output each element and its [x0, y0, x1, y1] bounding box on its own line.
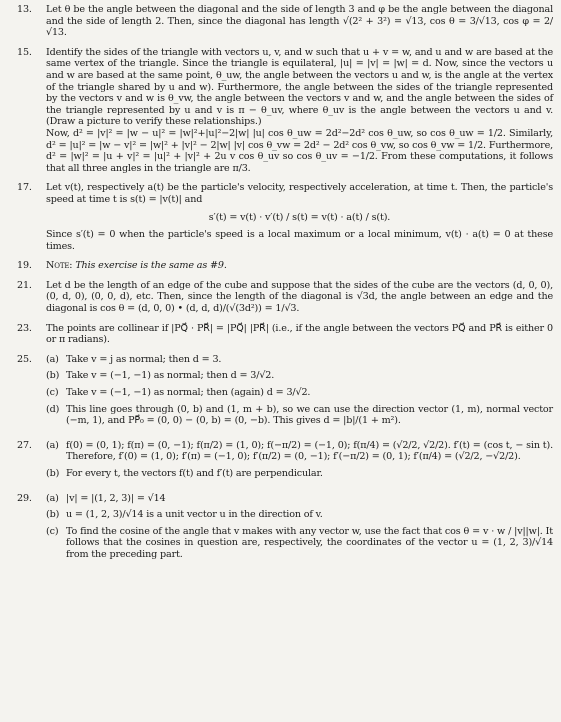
problem-text-continued: Now, d² = |v|² = |w − u|² = |w|²+|u|²−2|w| |u| cos θ_uw = 2d²−2d² cos θ_uw, so cos θ_uw = 1/2. Similarly, d² = |u|² = |w − v|² = |w|² + |v|² − 2|w| |v| cos θ_vw = 2d² − 2d² cos θ_vw, so cos θ_vw = 1/2. Furthermore, d² = |w|² = |u + v|² = |u|² + |v|² + 2u v cos θ_uv so cos θ_uv = −1/2. From these computations, it follows that all three angles in the triangle are π/3.	[46, 127, 553, 174]
subpart-a	[46, 493, 553, 505]
problem-number: 21.	[17, 279, 32, 291]
problem-number: 27.	[17, 439, 32, 451]
problem-25	[17, 354, 553, 432]
problem-23	[17, 323, 553, 346]
subpart-a	[46, 440, 553, 463]
problem-number: 17.	[17, 182, 32, 194]
problem-text: Identify the sides of the triangle with vectors u, v, and w such that u + v = w, and u and w are based at the same vertex of the triangle. Since the triangle is equilateral, |u| = |v| = |w| = d. Now, since the vectors u and w are based at the same point, θ_uw, the angle between the vectors u and w, is the angle at the vertex of the triangle shared by u and w). Furthermore, the angle between the sides of the triangle represented by the vectors v and w is θ_vw, the angle between the vectors v and w, and the angle between the sides of the triangle represented by u and v is π − θ_uv, where θ_uv is the angle between the vectors u and v. (Draw a picture to verify these relationships.)	[46, 46, 553, 128]
subpart-label: (c)	[46, 387, 59, 399]
problem-text: Let d be the length of an edge of the cube and suppose that the sides of the cube are the vectors (d, 0, 0), (0, d, 0), (0, 0, d), etc. Then, since the length of the diagonal is √3d, the angle between an edge and the diagonal is cos θ = (d, 0, 0) • (d, d, d)/(√(3d²)) = 1/√3.	[46, 279, 553, 315]
problem-text: The points are collinear if |PQ⃗ · PR⃗| = |PQ⃗| |PR⃗| (i.e., if the angle between the vectors PQ⃗ and PR⃗ is either 0 or π radians).	[46, 322, 553, 346]
problem-13	[17, 4, 553, 39]
subpart-text: u = (1, 2, 3)/√14 is a unit vector u in the direction of v.	[66, 509, 323, 521]
problem-number: 13.	[17, 4, 32, 15]
subpart-c	[46, 526, 553, 561]
subpart-text: Take v = (−1, −1) as normal; then d = 3/√2.	[66, 370, 275, 382]
problem-text: Let v(t), respectively a(t) be the particle's velocity, respectively acceleration, at time t. Then, the particle's speed at time t is s(t) = |v(t)| and	[46, 182, 553, 205]
problem-number: 19.	[17, 260, 32, 272]
subpart-text: |v| = |(1, 2, 3)| = √14	[66, 492, 166, 504]
problem-number: 15.	[17, 46, 32, 58]
subpart-label: (c)	[46, 525, 59, 537]
subpart-text: f(0) = (0, 1); f(π) = (0, −1); f(π/2) = (1, 0); f(−π/2) = (−1, 0); f(π/4) = (√2/2, √2/2). f′(t) = (cos t, − sin t). Therefore, f′(0) = (1, 0); f′(π) = (−1, 0); f′(π/2) = (0, −1); f′(−π/2) = (0, 1); f′(π/4) = (√2/2, −√2/2).	[66, 439, 553, 463]
problem-text: Let θ be the angle between the diagonal and the side of length 3 and φ be the angle between the diagonal and the side of length 2. Then, since the diagonal has length √(2² + 3²) = √13, cos θ = 3/√13, cos φ = 2/√13.	[46, 4, 553, 39]
subpart-label: (a)	[46, 439, 59, 451]
subpart-text: This line goes through (0, b) and (1, m + b), so we can use the direction vector (1, m), normal vector (−m, 1), and PP⃗₀ = (0, 0) − (0, b) = (0, −b). This gives d = |b|/(1 + m²).	[66, 403, 553, 427]
subpart-c	[46, 387, 553, 399]
subpart-d	[46, 404, 553, 427]
problem-21	[17, 280, 553, 315]
problem-number: 25.	[17, 353, 32, 365]
problem-15	[17, 47, 553, 175]
display-formula: s′(t) = v(t) · v′(t) / s(t) = v(t) · a(t) / s(t).	[208, 211, 391, 223]
subpart-label: (d)	[46, 403, 60, 415]
problem-text-continued: Since s′(t) = 0 when the particle's speed is a local maximum or a local minimum, v(t) · a(t) = 0 at these times.	[46, 229, 553, 252]
subpart-label: (a)	[46, 492, 59, 504]
subpart-text: To find the cosine of the angle that v makes with any vector w, use the fact that cos θ = v · w / |v||w|. It follows that the cosines in question are, respectively, the coordinates of the vector u = (1, 2, 3)/√14 from the preceding part.	[66, 525, 553, 560]
subpart-text: For every t, the vectors f(t) and f′(t) are perpendicular.	[66, 468, 323, 479]
subpart-label: (b)	[46, 509, 60, 521]
subpart-text: Take v = j as normal; then d = 3.	[66, 353, 222, 365]
problem-17	[17, 182, 553, 252]
problem-27	[17, 440, 553, 485]
subpart-b	[46, 468, 553, 480]
subpart-b	[46, 370, 553, 382]
subpart-text: Take v = (−1, −1) as normal; then (again) d = 3/√2.	[66, 387, 311, 399]
problem-19	[17, 260, 553, 272]
subpart-label: (a)	[46, 353, 59, 365]
note-text: This exercise is the same as #9.	[75, 260, 227, 272]
problem-number: 29.	[17, 492, 32, 504]
subpart-b	[46, 509, 553, 521]
subpart-label: (b)	[46, 468, 60, 479]
subpart-a	[46, 354, 553, 366]
problem-number: 23.	[17, 322, 32, 334]
note-label: Note:	[46, 260, 73, 272]
problem-29	[17, 493, 553, 566]
subpart-label: (b)	[46, 370, 60, 382]
